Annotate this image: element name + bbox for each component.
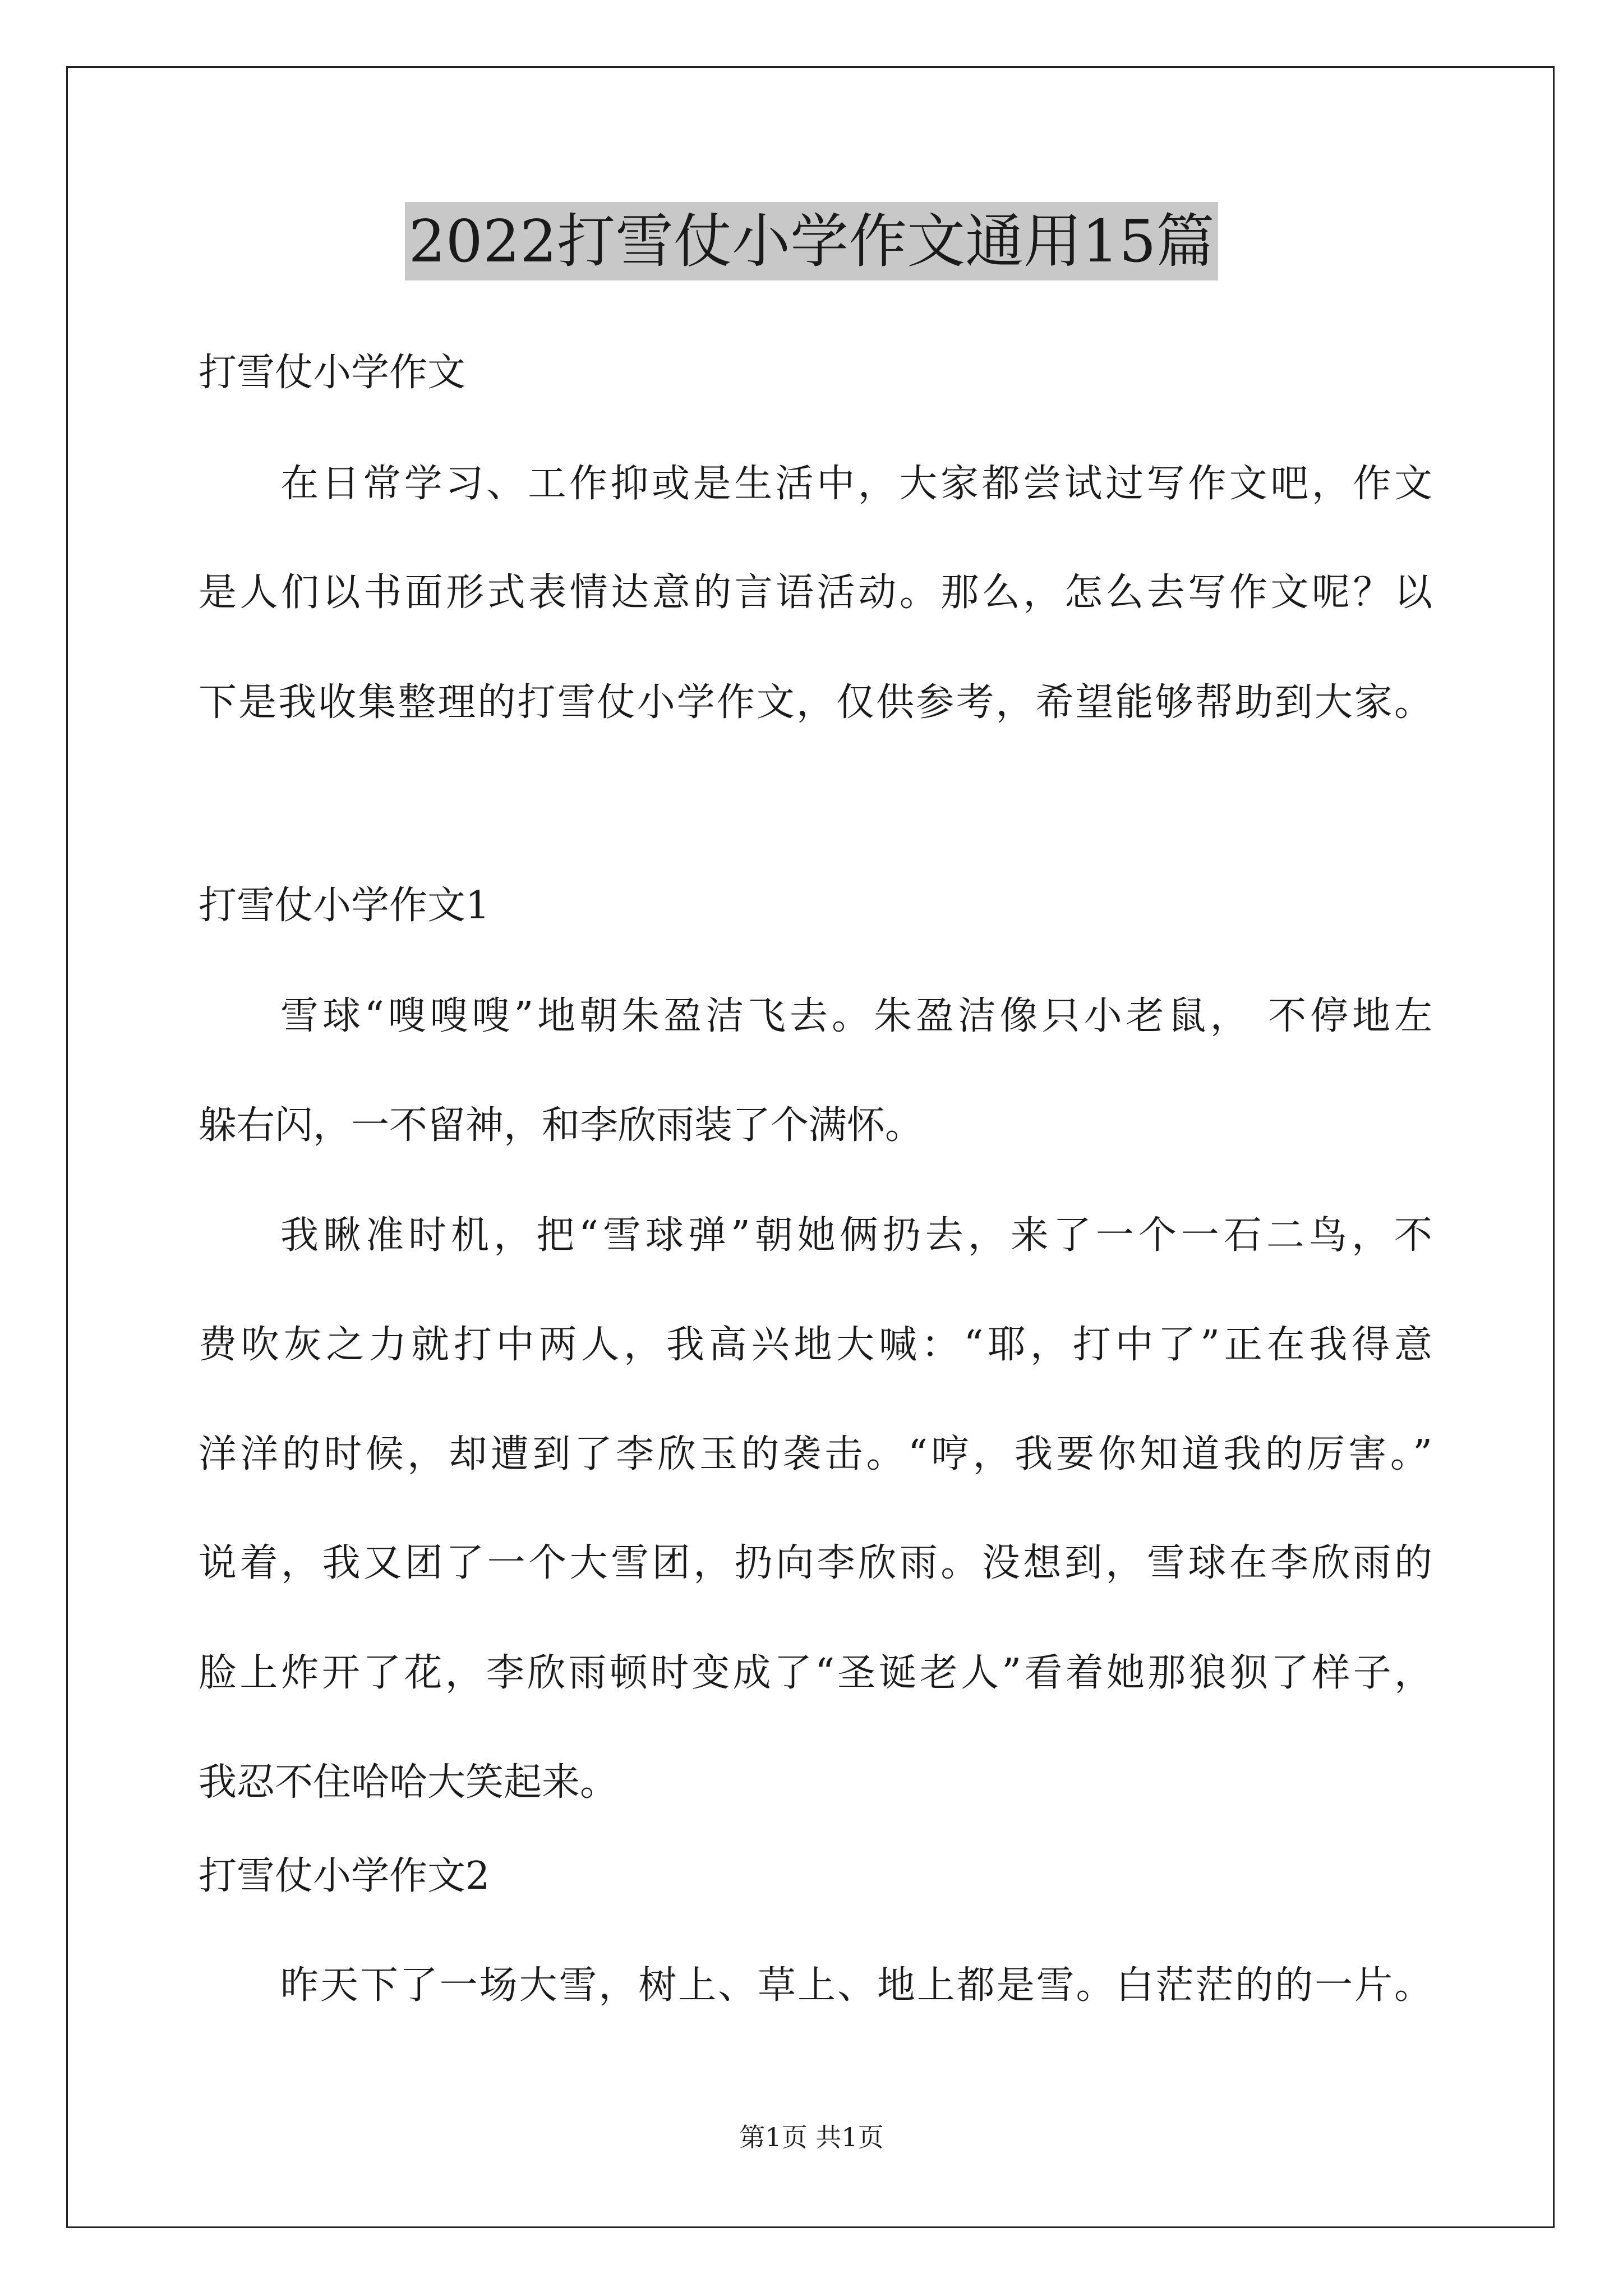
intro-line-3: 下是我收集整理的打雪仗小学作文，仅供参考，希望能够帮助到大家。 — [199, 680, 1432, 725]
essay2-p1-line-1: 昨天下了一场大雪，树上、草上、地上都是雪。白茫茫的的一片。 — [280, 1963, 1432, 2008]
page-footer: 第1页 共1页 — [739, 2122, 884, 2152]
essay1-p2-line-6: 我忍不住哈哈大笑起来。 — [199, 1760, 619, 1805]
intro-heading: 打雪仗小学作文 — [199, 351, 466, 395]
intro-line-2: 是人们以书面形式表情达意的言语活动。那么，怎么去写作文呢？以 — [199, 570, 1432, 615]
essay1-p1-line-1: 雪球“嗖嗖嗖”地朝朱盈洁飞去。朱盈洁像只小老鼠， 不停地左 — [280, 994, 1432, 1038]
intro-line-1: 在日常学习、工作抑或是生活中，大家都尝试过写作文吧，作文 — [280, 462, 1432, 506]
essay1-p2-line-1: 我瞅准时机，把“雪球弹”朝她俩扔去，来了一个一石二鸟，不 — [280, 1213, 1432, 1258]
essay1-heading: 打雪仗小学作文1 — [199, 884, 490, 928]
essay2-heading: 打雪仗小学作文2 — [199, 1854, 490, 1898]
essay1-p2-line-4: 说着，我又团了一个大雪团，扔向李欣雨。没想到，雪球在李欣雨的 — [199, 1541, 1432, 1585]
title-container — [0, 202, 1623, 280]
document-title: 2022打雪仗小学作文通用15篇 — [405, 202, 1218, 280]
essay1-p2-line-3: 洋洋的时候，却遭到了李欣玉的袭击。“哼，我要你知道我的厉害。” — [199, 1432, 1432, 1476]
essay1-p2-line-5: 脸上炸开了花，李欣雨顿时变成了“圣诞老人”看着她那狼狈了样子， — [199, 1651, 1432, 1695]
essay1-p2-line-2: 费吹灰之力就打中两人，我高兴地大喊：“耶，打中了”正在我得意 — [199, 1323, 1432, 1367]
essay1-p1-line-2: 躲右闪，一不留神，和李欣雨装了个满怀。 — [199, 1103, 924, 1148]
